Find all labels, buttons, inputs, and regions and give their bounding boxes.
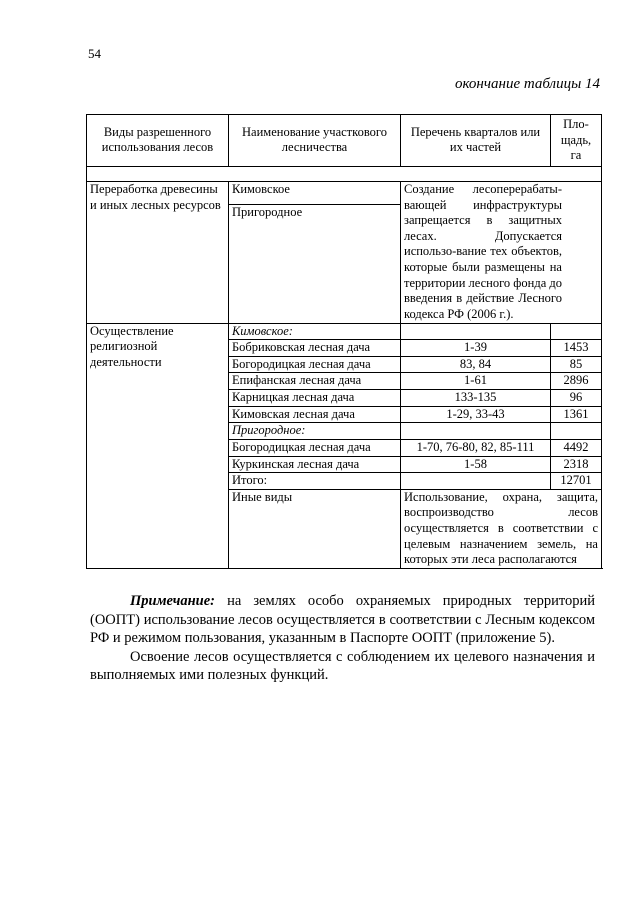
spacer-row — [87, 166, 602, 181]
dacha-name: Кимовская лесная дача — [229, 406, 401, 423]
quarters-cell: 1-58 — [401, 456, 551, 473]
forest-use-table — [86, 114, 602, 569]
header-forestry: Наименование участкового лесничества — [229, 115, 401, 167]
table-caption: окончание таблицы 14 — [454, 76, 600, 92]
quarters-cell: 1-70, 76-80, 82, 85-111 — [401, 439, 551, 456]
dacha-name: Куркинская лесная дача — [229, 456, 401, 473]
dacha-name: Бобриковская лесная дача — [229, 340, 401, 357]
note-label: Примечание: — [130, 593, 216, 609]
note-paragraph — [90, 592, 595, 648]
quarters-cell: 133-135 — [401, 390, 551, 407]
processing-description: Создание лесоперерабаты-вающей инфраструктуры запрещается в защитных лесах. Допускается использо-вание тех объектов, которые были размещены на территории лесного фонда до введения в действие Лесного кодекса РФ (2006 г.). — [401, 181, 602, 323]
header-quarters: Перечень кварталов или их частей — [401, 115, 551, 167]
quarters-cell: 1-61 — [401, 373, 551, 390]
area-cell: 1361 — [551, 406, 602, 423]
total-value: 12701 — [551, 473, 602, 490]
dacha-name: Богородицкая лесная дача — [229, 439, 401, 456]
table-row — [87, 181, 602, 204]
forestry-group-label: Кимовское: — [229, 323, 401, 340]
area-cell: 96 — [551, 390, 602, 407]
forestry-cell: Кимовское — [229, 181, 401, 204]
quarters-cell: 1-29, 33-43 — [401, 406, 551, 423]
page-number: 54 — [88, 46, 101, 61]
header-area: Пло-щадь, га — [551, 115, 602, 167]
area-cell: 4492 — [551, 439, 602, 456]
table-row — [87, 323, 602, 340]
note-paragraph-2: Освоение лесов осуществляется с соблюдением их целевого назначения и выполняемых ими полезных функций. — [90, 648, 595, 683]
use-type-other: Иные виды — [229, 489, 401, 568]
dacha-name: Епифанская лесная дача — [229, 373, 401, 390]
other-description: Использование, охрана, защита, воспроизводство лесов осуществляется в соответствии с целевым назначением земель, на которых эти леса располагаются — [401, 489, 602, 568]
area-cell: 2318 — [551, 456, 602, 473]
note-block — [90, 592, 595, 685]
area-cell: 2896 — [551, 373, 602, 390]
dacha-name: Карницкая лесная дача — [229, 390, 401, 407]
dacha-name: Богородицкая лесная дача — [229, 356, 401, 373]
area-cell: 1453 — [551, 340, 602, 357]
note-text: на землях особо охраняемых природных территорий (ООПТ) использование лесов осуществляется в соответствии с Лесным кодексом РФ и режимом пользования, указанным в Паспорте ООПТ (приложение 5). — [90, 593, 596, 646]
header-use-type: Виды разрешенного использования лесов — [87, 115, 229, 167]
table-header-row — [87, 115, 602, 167]
use-type-processing: Переработка древесины и иных лесных ресурсов — [87, 181, 229, 323]
forestry-group-label: Пригородное: — [229, 423, 401, 440]
quarters-cell: 83, 84 — [401, 356, 551, 373]
total-label: Итого: — [229, 473, 401, 490]
forestry-cell: Пригородное — [229, 204, 401, 323]
area-cell: 85 — [551, 356, 602, 373]
quarters-cell: 1-39 — [401, 340, 551, 357]
use-type-religious: Осуществление религиозной деятельности — [87, 323, 229, 568]
